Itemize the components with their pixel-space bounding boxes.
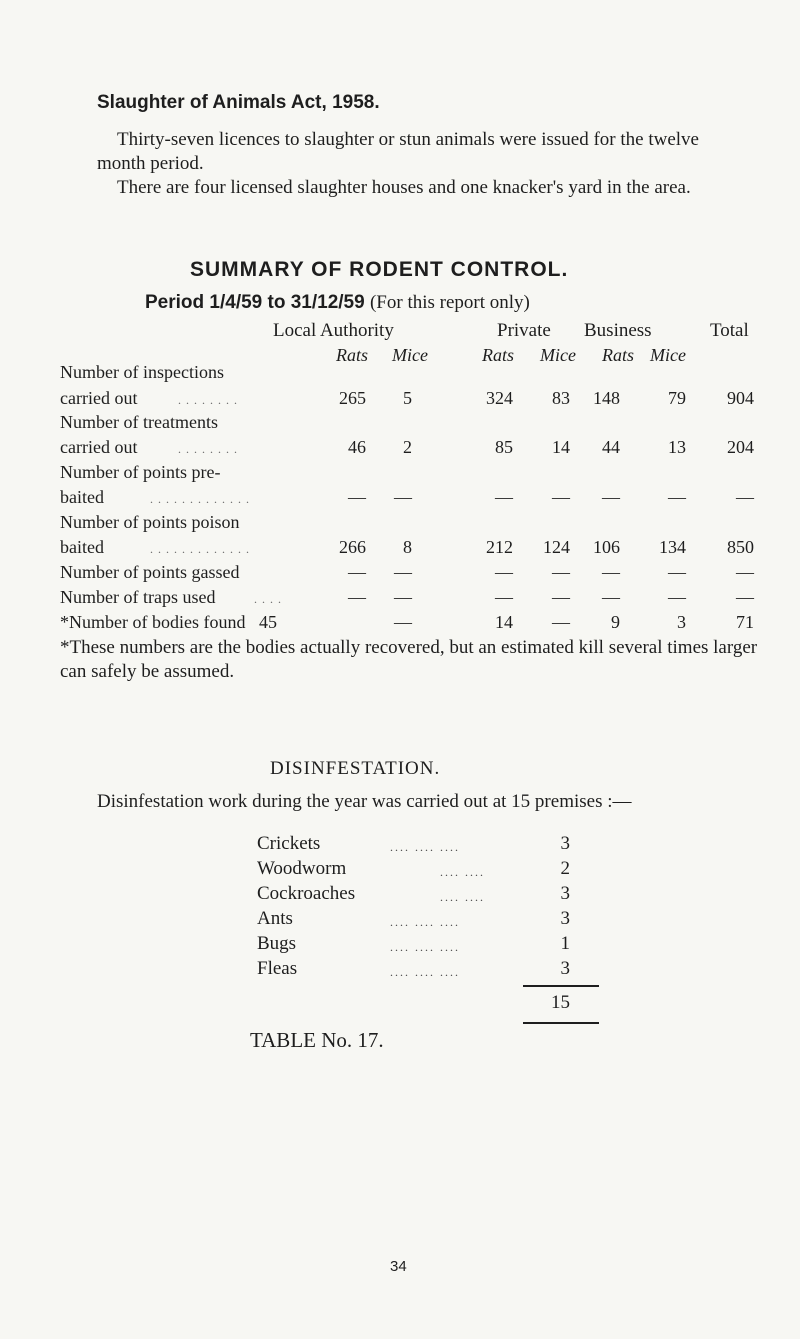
cell-gassed-la-mice: —: [394, 562, 412, 582]
leader-dots: .... .... ....: [390, 915, 460, 929]
disinfestation-title: DISINFESTATION.: [270, 758, 441, 779]
leader-dots: . . . . . . . .: [178, 393, 238, 407]
pest-label-fleas: Fleas: [257, 958, 298, 979]
subcol-private-rats: Rats: [482, 345, 515, 365]
cell-poison-la-mice: 8: [403, 537, 412, 557]
cell-bodies-total: 71: [736, 612, 754, 632]
cell-prebaited-private-mice: —: [552, 487, 570, 507]
table-number: TABLE No. 17.: [250, 1028, 384, 1052]
cell-bodies-business-rats: 9: [611, 612, 620, 632]
pest-label-cockroaches: Cockroaches: [257, 883, 356, 904]
cell-treatments-total: 204: [727, 437, 754, 457]
rodent-footnote: *These numbers are the bodies actually recovered, but an estimated kill several times larger can safely be assumed.: [60, 637, 758, 682]
cell-traps-la-mice: —: [394, 587, 412, 607]
row-label-gassed: Number of points gassed: [60, 562, 240, 582]
cell-bodies-la-mice: —: [394, 612, 412, 632]
cell-traps-total: —: [736, 587, 754, 607]
cell-inspections-business-mice: 79: [668, 388, 686, 408]
page-number: 34: [390, 1258, 407, 1275]
row-label-treatments-2: carried out: [60, 437, 138, 457]
pest-count-bugs: 1: [560, 933, 570, 954]
pest-count-crickets: 3: [560, 833, 570, 854]
cell-inspections-la-mice: 5: [403, 388, 412, 408]
pest-count-ants: 3: [560, 908, 570, 929]
cell-poison-business-rats: 106: [593, 537, 620, 557]
total-rule-bottom: [523, 1022, 599, 1024]
period-label: Period 1/4/59 to 31/12/59: [145, 292, 365, 313]
leader-dots: . . . . . . . . . . . . .: [150, 492, 250, 506]
row-label-inspections: Number of inspections: [60, 362, 224, 382]
col-group-private: Private: [497, 320, 551, 341]
cell-poison-private-rats: 212: [486, 537, 513, 557]
cell-inspections-private-rats: 324: [486, 388, 513, 408]
col-group-business: Business: [584, 320, 652, 341]
row-label-inspections-2: carried out: [60, 388, 138, 408]
col-group-local-authority: Local Authority: [273, 320, 394, 341]
cell-gassed-private-rats: —: [495, 562, 513, 582]
cell-gassed-la-rats: —: [348, 562, 366, 582]
row-label-prebaited: Number of points pre-: [60, 462, 221, 482]
leader-dots: .... .... ....: [390, 840, 460, 854]
cell-prebaited-la-mice: —: [394, 487, 412, 507]
pest-count-woodworm: 2: [560, 858, 570, 879]
cell-treatments-business-mice: 13: [668, 437, 686, 457]
intro-paragraph-slaughter-houses: There are four licensed slaughter houses and one knacker's yard in the area.: [117, 177, 691, 198]
cell-poison-la-rats: 266: [339, 537, 366, 557]
cell-inspections-business-rats: 148: [593, 388, 620, 408]
leader-dots: .... .... ....: [390, 965, 460, 979]
cell-poison-private-mice: 124: [543, 537, 570, 557]
disinfestation-intro: Disinfestation work during the year was carried out at 15 premises :—: [97, 791, 632, 812]
cell-treatments-la-rats: 46: [348, 437, 366, 457]
row-label-treatments: Number of treatments: [60, 412, 218, 432]
leader-dots: . . . .: [254, 592, 282, 606]
leader-dots: . . . . . . . .: [178, 442, 238, 456]
cell-treatments-la-mice: 2: [403, 437, 412, 457]
total-rule-top: [523, 985, 599, 987]
cell-bodies-private-mice: —: [552, 612, 570, 632]
row-label-poison-baited: Number of points poison: [60, 512, 240, 532]
subcol-business-rats: Rats: [602, 345, 635, 365]
rodent-period: [145, 292, 530, 314]
cell-prebaited-business-rats: —: [602, 487, 620, 507]
col-group-total: Total: [710, 320, 749, 341]
cell-traps-la-rats: —: [348, 587, 366, 607]
cell-poison-total: 850: [727, 537, 754, 557]
row-label-poison-baited-2: baited: [60, 537, 104, 557]
cell-prebaited-la-rats: —: [348, 487, 366, 507]
leader-dots: .... .... ....: [390, 940, 460, 954]
leader-dots: .... ....: [440, 865, 485, 879]
intro-paragraph-licences: Thirty-seven licences to slaughter or stun animals were issued for the twelve month period.: [97, 129, 699, 174]
pest-count-cockroaches: 3: [560, 883, 570, 904]
cell-gassed-business-mice: —: [668, 562, 686, 582]
cell-bodies-la-rats: 45: [259, 612, 277, 632]
pest-label-ants: Ants: [257, 908, 293, 929]
leader-dots: . . . . . . . . . . . . .: [150, 542, 250, 556]
cell-treatments-private-rats: 85: [495, 437, 513, 457]
subcol-business-mice: Mice: [650, 345, 686, 365]
row-label-prebaited-2: baited: [60, 487, 104, 507]
subcol-private-mice: Mice: [540, 345, 576, 365]
cell-prebaited-total: —: [736, 487, 754, 507]
cell-traps-private-mice: —: [552, 587, 570, 607]
period-note: (For this report only): [369, 292, 530, 313]
cell-inspections-private-mice: 83: [552, 388, 570, 408]
cell-traps-business-rats: —: [602, 587, 620, 607]
cell-gassed-private-mice: —: [552, 562, 570, 582]
pest-label-crickets: Crickets: [257, 833, 321, 854]
cell-gassed-total: —: [736, 562, 754, 582]
section-heading-slaughter: Slaughter of Animals Act, 1958.: [97, 92, 380, 113]
cell-traps-business-mice: —: [668, 587, 686, 607]
cell-prebaited-private-rats: —: [495, 487, 513, 507]
cell-inspections-la-rats: 265: [339, 388, 366, 408]
pest-count-total: 15: [551, 992, 570, 1013]
cell-inspections-total: 904: [727, 388, 754, 408]
cell-bodies-private-rats: 14: [495, 612, 513, 632]
row-label-traps: Number of traps used: [60, 587, 216, 607]
rodent-control-title: SUMMARY OF RODENT CONTROL.: [190, 258, 569, 281]
row-label-bodies: *Number of bodies found: [60, 612, 246, 632]
cell-bodies-business-mice: 3: [677, 612, 686, 632]
subcol-la-mice: Mice: [392, 345, 428, 365]
cell-traps-private-rats: —: [495, 587, 513, 607]
cell-treatments-private-mice: 14: [552, 437, 570, 457]
pest-label-woodworm: Woodworm: [257, 858, 347, 879]
cell-prebaited-business-mice: —: [668, 487, 686, 507]
leader-dots: .... ....: [440, 890, 485, 904]
pest-count-fleas: 3: [560, 958, 570, 979]
cell-poison-business-mice: 134: [659, 537, 686, 557]
subcol-la-rats: Rats: [336, 345, 369, 365]
cell-treatments-business-rats: 44: [602, 437, 620, 457]
cell-gassed-business-rats: —: [602, 562, 620, 582]
pest-label-bugs: Bugs: [257, 933, 297, 954]
